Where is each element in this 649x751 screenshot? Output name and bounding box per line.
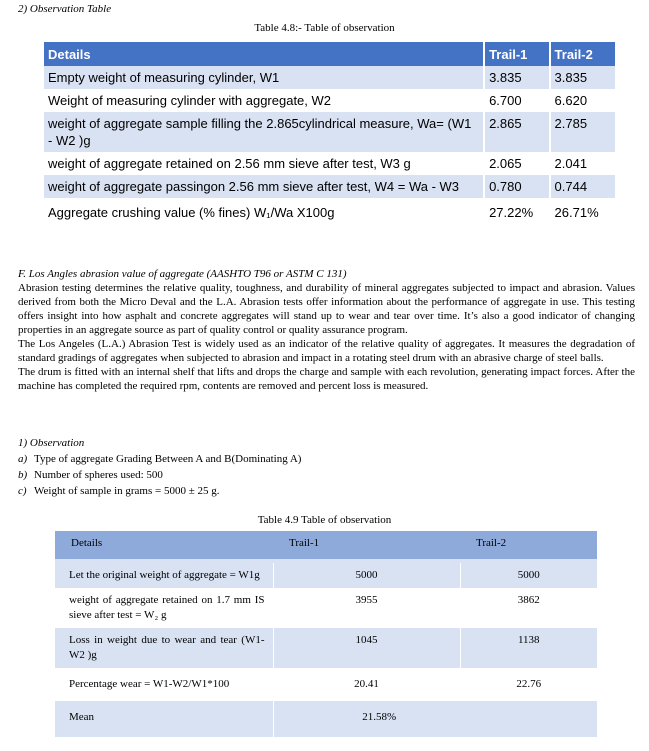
paragraph: The Los Angeles (L.A.) Abrasion Test is widely used as an indicator of the relative quality of aggregates. It measures the degradation of standard gradings of aggregates when subjected to abrasion and impact in a rotating steel drum with an abrasive charge of steel balls.	[18, 338, 635, 364]
table2-cell-trail2: 22.76	[460, 668, 597, 701]
table1-cell-label: Weight of measuring cylinder with aggregate, W2	[44, 89, 484, 112]
table-row	[55, 588, 597, 628]
table1-cell-label: weight of aggregate passingon 2.56 mm sieve after test, W4 = Wa - W3	[44, 175, 484, 198]
table1-cell-label: Empty weight of measuring cylinder, W1	[44, 66, 484, 89]
table2-cell-label: weight of aggregate retained on 1.7 mm IS sieve after test = W₂ g	[55, 588, 273, 628]
table2-cell-label: Loss in weight due to wear and tear (W1-W2 )g	[55, 628, 273, 668]
list-item	[18, 452, 301, 466]
table1-header-trail2: Trail-2	[550, 42, 615, 66]
list-item-text: Type of aggregate Grading Between A and B(Dominating A)	[34, 453, 302, 465]
table2	[55, 531, 597, 737]
table-row	[44, 198, 615, 224]
list-item	[18, 468, 301, 482]
section-heading-observation-table: 2) Observation Table	[18, 3, 112, 15]
list-item-text: Number of spheres used: 500	[34, 469, 163, 481]
table2-header-row	[55, 531, 597, 559]
list-marker: c)	[18, 485, 27, 497]
table1-header-details: Details	[44, 42, 484, 66]
table-row-mean	[55, 701, 597, 737]
table1-cell-trail1: 6.700	[484, 89, 549, 112]
table2-mean-label: Mean	[55, 701, 273, 737]
paragraph: Abrasion testing determines the relative quality, toughness, and durability of mineral aggregates subjected to impact and abrasion. Values derived from both the Micro Deval and the L.A. Abrasion tests offer information about the performance of aggregate in use. This testing offers insight into how asphalt and concrete aggregates will stand up to wear and tear over time. It’s also a good indicator of changing properties in an aggregate source as part of quality control or quality assurance program.	[18, 282, 635, 336]
table1-header-row	[44, 42, 615, 66]
table1-cell-trail2: 6.620	[550, 89, 615, 112]
list-marker: a)	[18, 453, 28, 465]
table1-cell-trail1: 2.065	[484, 152, 549, 175]
table2-cell-trail2: 1138	[460, 628, 597, 668]
table1-cell-trail1: 0.780	[484, 175, 549, 198]
table-row	[44, 152, 615, 175]
table2-cell-trail1: 1045	[273, 628, 460, 668]
list-marker: b)	[18, 469, 28, 481]
table1-cell-trail1: 3.835	[484, 66, 549, 89]
paragraph: The drum is fitted with an internal shelf that lifts and drops the charge and sample with each revolution, generating impact forces. After the machine has completed the required rpm, contents are removed and percent loss is measured.	[18, 366, 635, 392]
table2-header-trail1: Trail-1	[273, 531, 460, 559]
table2-mean-value: 21.58%	[273, 701, 597, 737]
table2-cell-label: Percentage wear = W1-W2/W1*100	[55, 668, 273, 701]
body-text	[18, 281, 635, 393]
table-row	[55, 628, 597, 668]
table2-caption: Table 4.9 Table of observation	[257, 514, 392, 526]
table-row	[55, 668, 597, 701]
table2-cell-trail2: 5000	[460, 563, 597, 588]
table1-cell-trail2: 3.835	[550, 66, 615, 89]
table1	[44, 42, 615, 224]
table2-cell-label: Let the original weight of aggregate = W1g	[55, 563, 273, 588]
table1-cell-trail1: 27.22%	[484, 198, 549, 224]
table2-cell-trail2: 3862	[460, 588, 597, 628]
table1-cell-label: Aggregate crushing value (% fines) W₁/Wa X100g	[44, 198, 484, 224]
table-row	[44, 175, 615, 198]
table2-cell-trail1: 3955	[273, 588, 460, 628]
table1-cell-trail2: 26.71%	[550, 198, 615, 224]
table1-cell-label: weight of aggregate sample filling the 2.865cylindrical measure, Wa= (W1 - W2 )g	[44, 112, 484, 152]
table1-cell-trail2: 2.785	[550, 112, 615, 152]
table1-cell-trail2: 0.744	[550, 175, 615, 198]
table2-cell-trail1: 20.41	[273, 668, 460, 701]
table1-cell-trail1: 2.865	[484, 112, 549, 152]
observation-list	[18, 452, 301, 498]
list-item-text: Weight of sample in grams = 5000 ± 25 g.	[34, 485, 220, 497]
table-row	[44, 66, 615, 89]
table2-cell-trail1: 5000	[273, 563, 460, 588]
table1-header-trail1: Trail-1	[484, 42, 549, 66]
table2-header-trail2: Trail-2	[460, 531, 597, 559]
table1-cell-label: weight of aggregate retained on 2.56 mm sieve after test, W3 g	[44, 152, 484, 175]
list-item	[18, 484, 301, 498]
table-row	[44, 89, 615, 112]
table1-cell-trail2: 2.041	[550, 152, 615, 175]
table-row	[55, 563, 597, 588]
table1-caption: Table 4.8:- Table of observation	[254, 22, 395, 34]
table2-header-details: Details	[55, 531, 273, 559]
section-heading-los-angeles: F. Los Angles abrasion value of aggregate (AASHTO T96 or ASTM C 131)	[18, 268, 347, 280]
table-row	[44, 112, 615, 152]
observation-heading: 1) Observation	[18, 437, 85, 449]
